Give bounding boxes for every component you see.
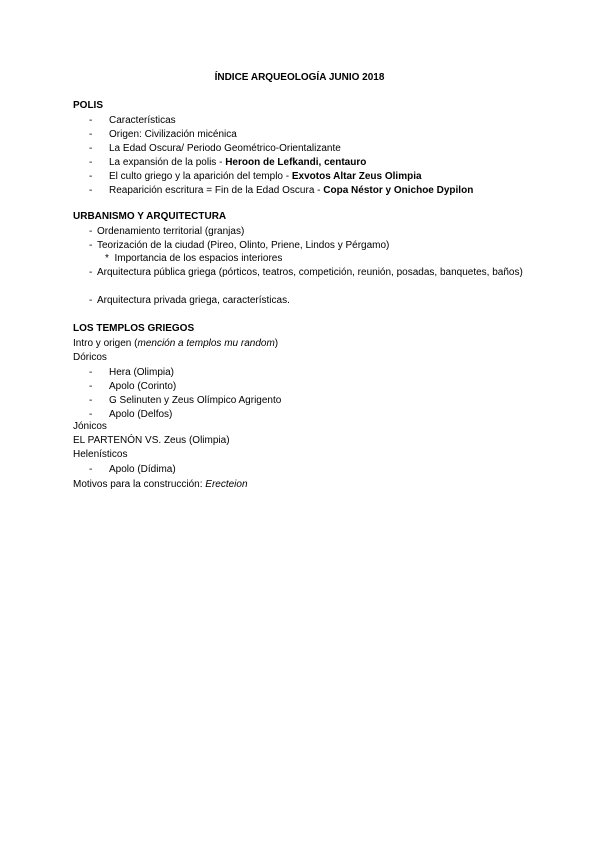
motivos-line: Motivos para la construcción: Erecteion [73, 479, 248, 490]
list-item-text: Apolo (Dídima) [109, 464, 176, 475]
list-dash: - [89, 267, 93, 278]
list-dash: - [89, 143, 93, 154]
list-item-text: Apolo (Delfos) [109, 409, 173, 420]
list-item-text: Reaparición escritura = Fin de la Edad Oscura - Copa Néstor y Onichoe Dypilon [109, 185, 474, 196]
list-item-text: Apolo (Corinto) [109, 381, 177, 392]
section-heading-urbanismo: URBANISMO Y ARQUITECTURA [73, 211, 227, 222]
list-item-text: Características [109, 115, 176, 126]
list-dash: - [89, 157, 93, 168]
intro-line: Intro y origen (mención a templos mu random) [73, 338, 279, 349]
list-dash: - [89, 295, 93, 306]
list-item-text: La expansión de la polis - Heroon de Lefkandi, centauro [109, 157, 367, 168]
section-heading-polis: POLIS [73, 100, 104, 111]
list-dash: - [89, 367, 93, 378]
list-dash: - [89, 395, 93, 406]
list-item-text: Hera (Olimpia) [109, 367, 175, 378]
list-dash: - [89, 464, 93, 475]
list-item-text: El culto griego y la aparición del templo - Exvotos Altar Zeus Olimpia [109, 171, 422, 182]
list-item-text: Teorización de la ciudad (Pireo, Olinto, Priene, Lindos y Pérgamo) [97, 240, 390, 251]
list-item-text: Ordenamiento territorial (granjas) [97, 226, 245, 237]
list-dash: - [89, 240, 93, 251]
list-dash: - [89, 409, 93, 420]
list-dash: - [89, 381, 93, 392]
list-dash: - [89, 226, 93, 237]
star-bullet: * [105, 253, 109, 264]
list-item-text: Arquitectura privada griega, características. [97, 295, 290, 306]
list-dash: - [89, 171, 93, 182]
list-item-text: G Selinuten y Zeus Olímpico Agrigento [109, 395, 282, 406]
category-label-doricos: Dóricos [73, 352, 107, 363]
list-dash: - [89, 185, 93, 196]
sub-list-item [105, 253, 282, 265]
list-dash: - [89, 129, 93, 140]
sub-list-item-text: Importancia de los espacios interiores [114, 253, 283, 264]
list-item-text: Arquitectura pública griega (pórticos, teatros, competición, reunión, posadas, banquetes, baños) [97, 267, 523, 278]
list-item-text: La Edad Oscura/ Periodo Geométrico-Orientalizante [109, 143, 341, 154]
partenon-line: EL PARTENÓN VS. Zeus (Olimpia) [73, 435, 230, 446]
section-heading-templos: LOS TEMPLOS GRIEGOS [73, 323, 195, 334]
category-label-jonicos: Jónicos [73, 421, 107, 432]
category-label-helenisticos: Helenísticos [73, 449, 128, 460]
document-title: ÍNDICE ARQUEOLOGÍA JUNIO 2018 [214, 72, 385, 83]
list-dash: - [89, 115, 93, 126]
list-item-text: Origen: Civilización micénica [109, 129, 237, 140]
